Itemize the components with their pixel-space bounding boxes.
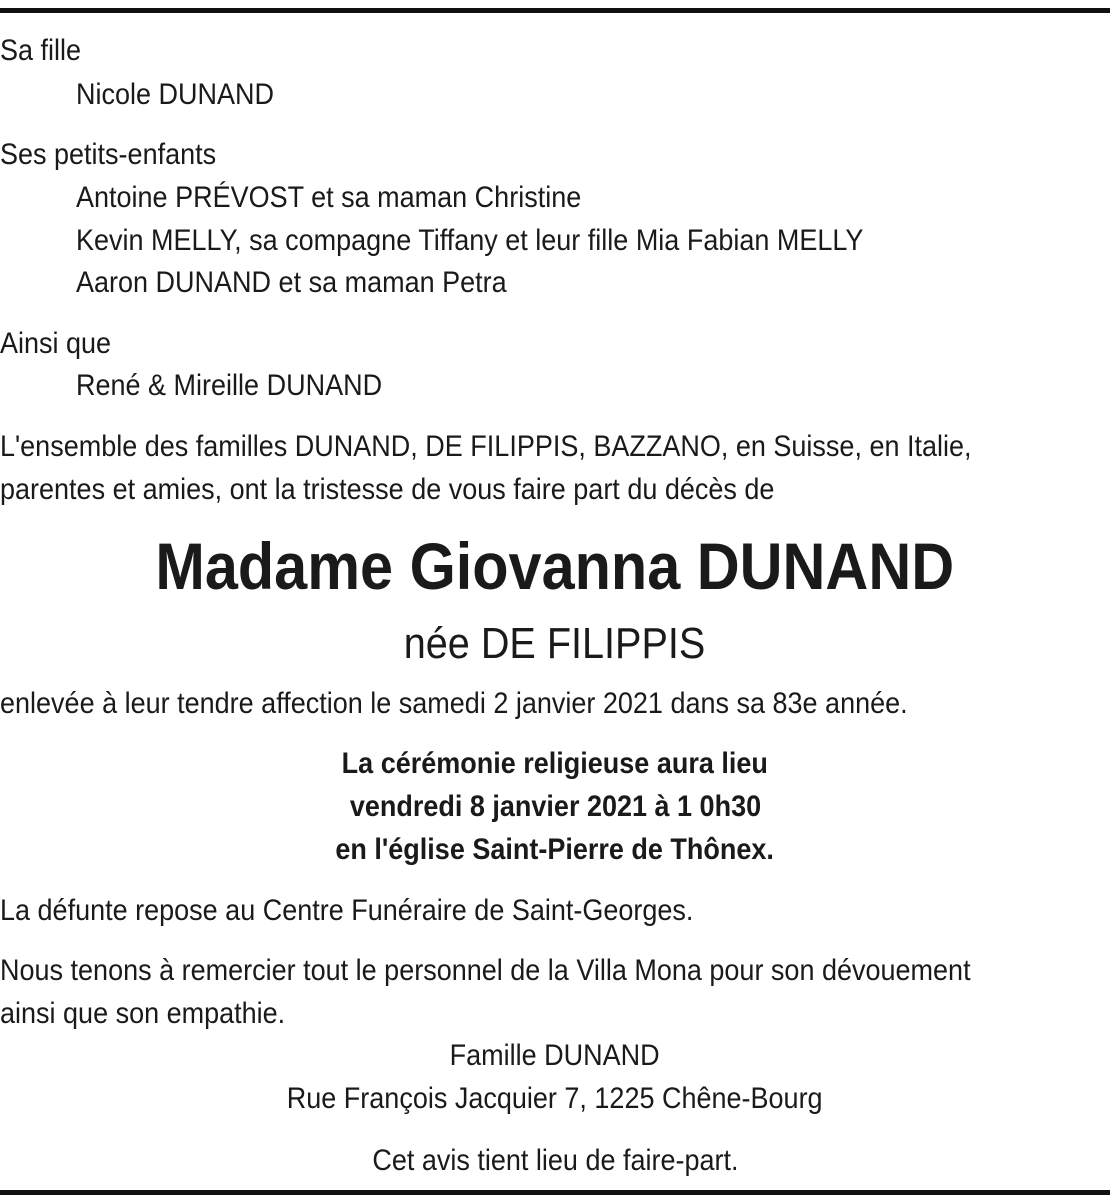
repose-line: La défunte repose au Centre Funéraire de Saint-Georges. [0, 894, 694, 927]
top-rule [0, 8, 1110, 13]
deceased-name-text: Madame Giovanna DUNAND [155, 529, 955, 603]
signature-address [0, 1081, 1110, 1117]
ceremony-line [0, 789, 1110, 825]
grandchild-line: Kevin MELLY, sa compagne Tiffany et leur fille Mia Fabian MELLY [76, 224, 864, 257]
deceased-name [0, 530, 1110, 602]
announcement-line: L'ensemble des familles DUNAND, DE FILIPPIS, BAZZANO, en Suisse, en Italie, [0, 430, 972, 463]
notice-text: Cet avis tient lieu de faire-part. [371, 1144, 739, 1177]
ceremony-line [0, 746, 1110, 782]
bottom-rule [0, 1190, 1110, 1195]
maiden-name [0, 619, 1110, 669]
notice-line [0, 1143, 1110, 1179]
signature-address-text: Rue François Jacquier 7, 1225 Chêne-Bourg [287, 1082, 823, 1115]
thanks-line: ainsi que son empathie. [0, 997, 286, 1030]
grandchild-line: Antoine PRÉVOST et sa maman Christine [76, 181, 582, 214]
grandchildren-heading: Ses petits-enfants [0, 138, 217, 171]
grandchild-line: Aaron DUNAND et sa maman Petra [76, 266, 507, 299]
daughter-heading: Sa fille [0, 34, 82, 67]
ceremony-text: vendredi 8 janvier 2021 à 1 0h30 [349, 790, 761, 823]
thanks-line: Nous tenons à remercier tout le personnel de la Villa Mona pour son dévouement [0, 954, 971, 987]
ceremony-text: La cérémonie religieuse aura lieu [341, 747, 769, 780]
daughter-name: Nicole DUNAND [76, 78, 275, 111]
ceremony-line [0, 832, 1110, 868]
death-line: enlevée à leur tendre affection le samedi 2 janvier 2021 dans sa 83e année. [0, 687, 908, 720]
ceremony-text: en l'église Saint-Pierre de Thônex. [335, 833, 775, 866]
maiden-name-text: née DE FILIPPIS [404, 619, 706, 668]
announcement-line: parentes et amies, ont la tristesse de vous faire part du décès de [0, 473, 775, 506]
others-names: René & Mireille DUNAND [76, 369, 383, 402]
signature-family [0, 1038, 1110, 1074]
signature-family-text: Famille DUNAND [449, 1039, 661, 1072]
others-heading: Ainsi que [0, 327, 112, 360]
